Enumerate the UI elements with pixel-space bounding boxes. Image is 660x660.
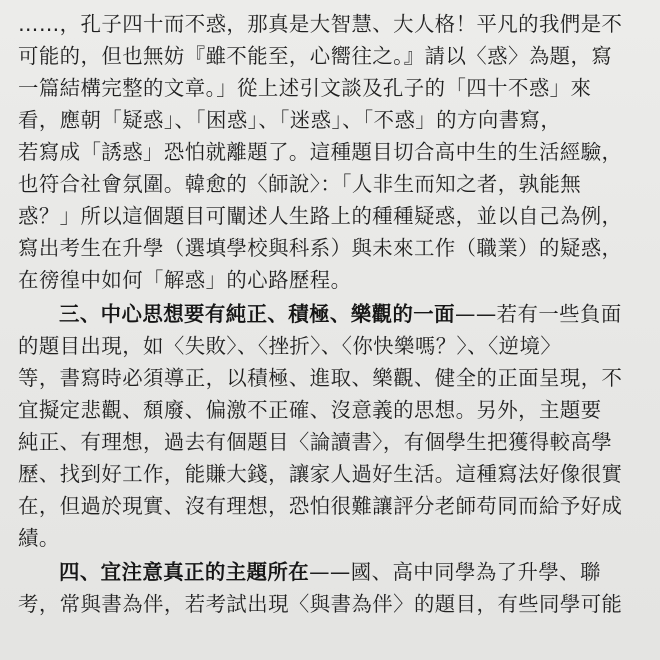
text-line: 在，但過於現實、沒有理想，恐怕很難讓評分老師苟同而給予好成 bbox=[18, 494, 623, 518]
text-line: 純正、有理想，過去有個題目〈論讀書〉，有個學生把獲得較高學 bbox=[18, 430, 613, 454]
text-line: ……，孔子四十而不惑，那真是大智慧、大人格！平凡的我們是不 bbox=[18, 12, 623, 36]
section-4-first-line bbox=[18, 556, 642, 588]
section-4-heading: 四、宜注意真正的主題所在 bbox=[59, 560, 310, 584]
section-3-heading: 三、中心思想要有純正、積極、樂觀的一面 bbox=[59, 302, 455, 326]
section-4-first-line-rest: ——國、高中同學為了升學、聯 bbox=[309, 560, 601, 584]
text-line: 看，應朝「疑惑」、「困惑」、「迷惑」、「不惑」的方向書寫， bbox=[18, 108, 562, 132]
text-line: 宜擬定悲觀、頹廢、偏激不正確、沒意義的思想。另外，主題要 bbox=[18, 398, 602, 422]
text-line: 一篇結構完整的文章。」從上述引文談及孔子的「四十不惑」來 bbox=[18, 76, 592, 100]
text-line: 惑？」所以這個題目可闡述人生路上的種種疑惑，並以自己為例， bbox=[18, 204, 623, 228]
text-line: 寫出考生在升學（選填學校與科系）與未來工作（職業）的疑惑， bbox=[18, 236, 623, 260]
text-line: 若寫成「誘惑」恐怕就離題了。這種題目切合高中生的生活經驗， bbox=[18, 140, 623, 164]
text-line: 可能的，但也無妨『雖不能至，心嚮往之。』請以〈惑〉為題，寫 bbox=[18, 44, 613, 68]
text-line: 歷、找到好工作，能賺大錢，讓家人過好生活。這種寫法好像很實 bbox=[18, 462, 623, 486]
text-line: 等，書寫時必須導正，以積極、進取、樂觀、健全的正面呈現，不 bbox=[18, 366, 623, 390]
section-3 bbox=[18, 298, 642, 554]
section-3-first-line bbox=[18, 298, 642, 330]
paragraph-1 bbox=[18, 8, 642, 296]
text-line: 考，常與書為伴，若考試出現〈與書為伴〉的題目，有些同學可能 bbox=[18, 592, 623, 616]
text-line: 也符合社會氛圍。韓愈的〈師說〉：「人非生而知之者，孰能無 bbox=[18, 172, 582, 196]
section-4 bbox=[18, 556, 642, 620]
text-line: 在徬徨中如何「解惑」的心路歷程。 bbox=[18, 268, 352, 292]
section-3-first-line-rest: ——若有一些負面 bbox=[454, 302, 622, 326]
body-text bbox=[18, 8, 642, 620]
text-line: 績。 bbox=[18, 526, 60, 550]
text-line: 的題目出現，如〈失敗〉、〈挫折〉、〈你快樂嗎？〉、〈逆境〉 bbox=[18, 334, 562, 358]
